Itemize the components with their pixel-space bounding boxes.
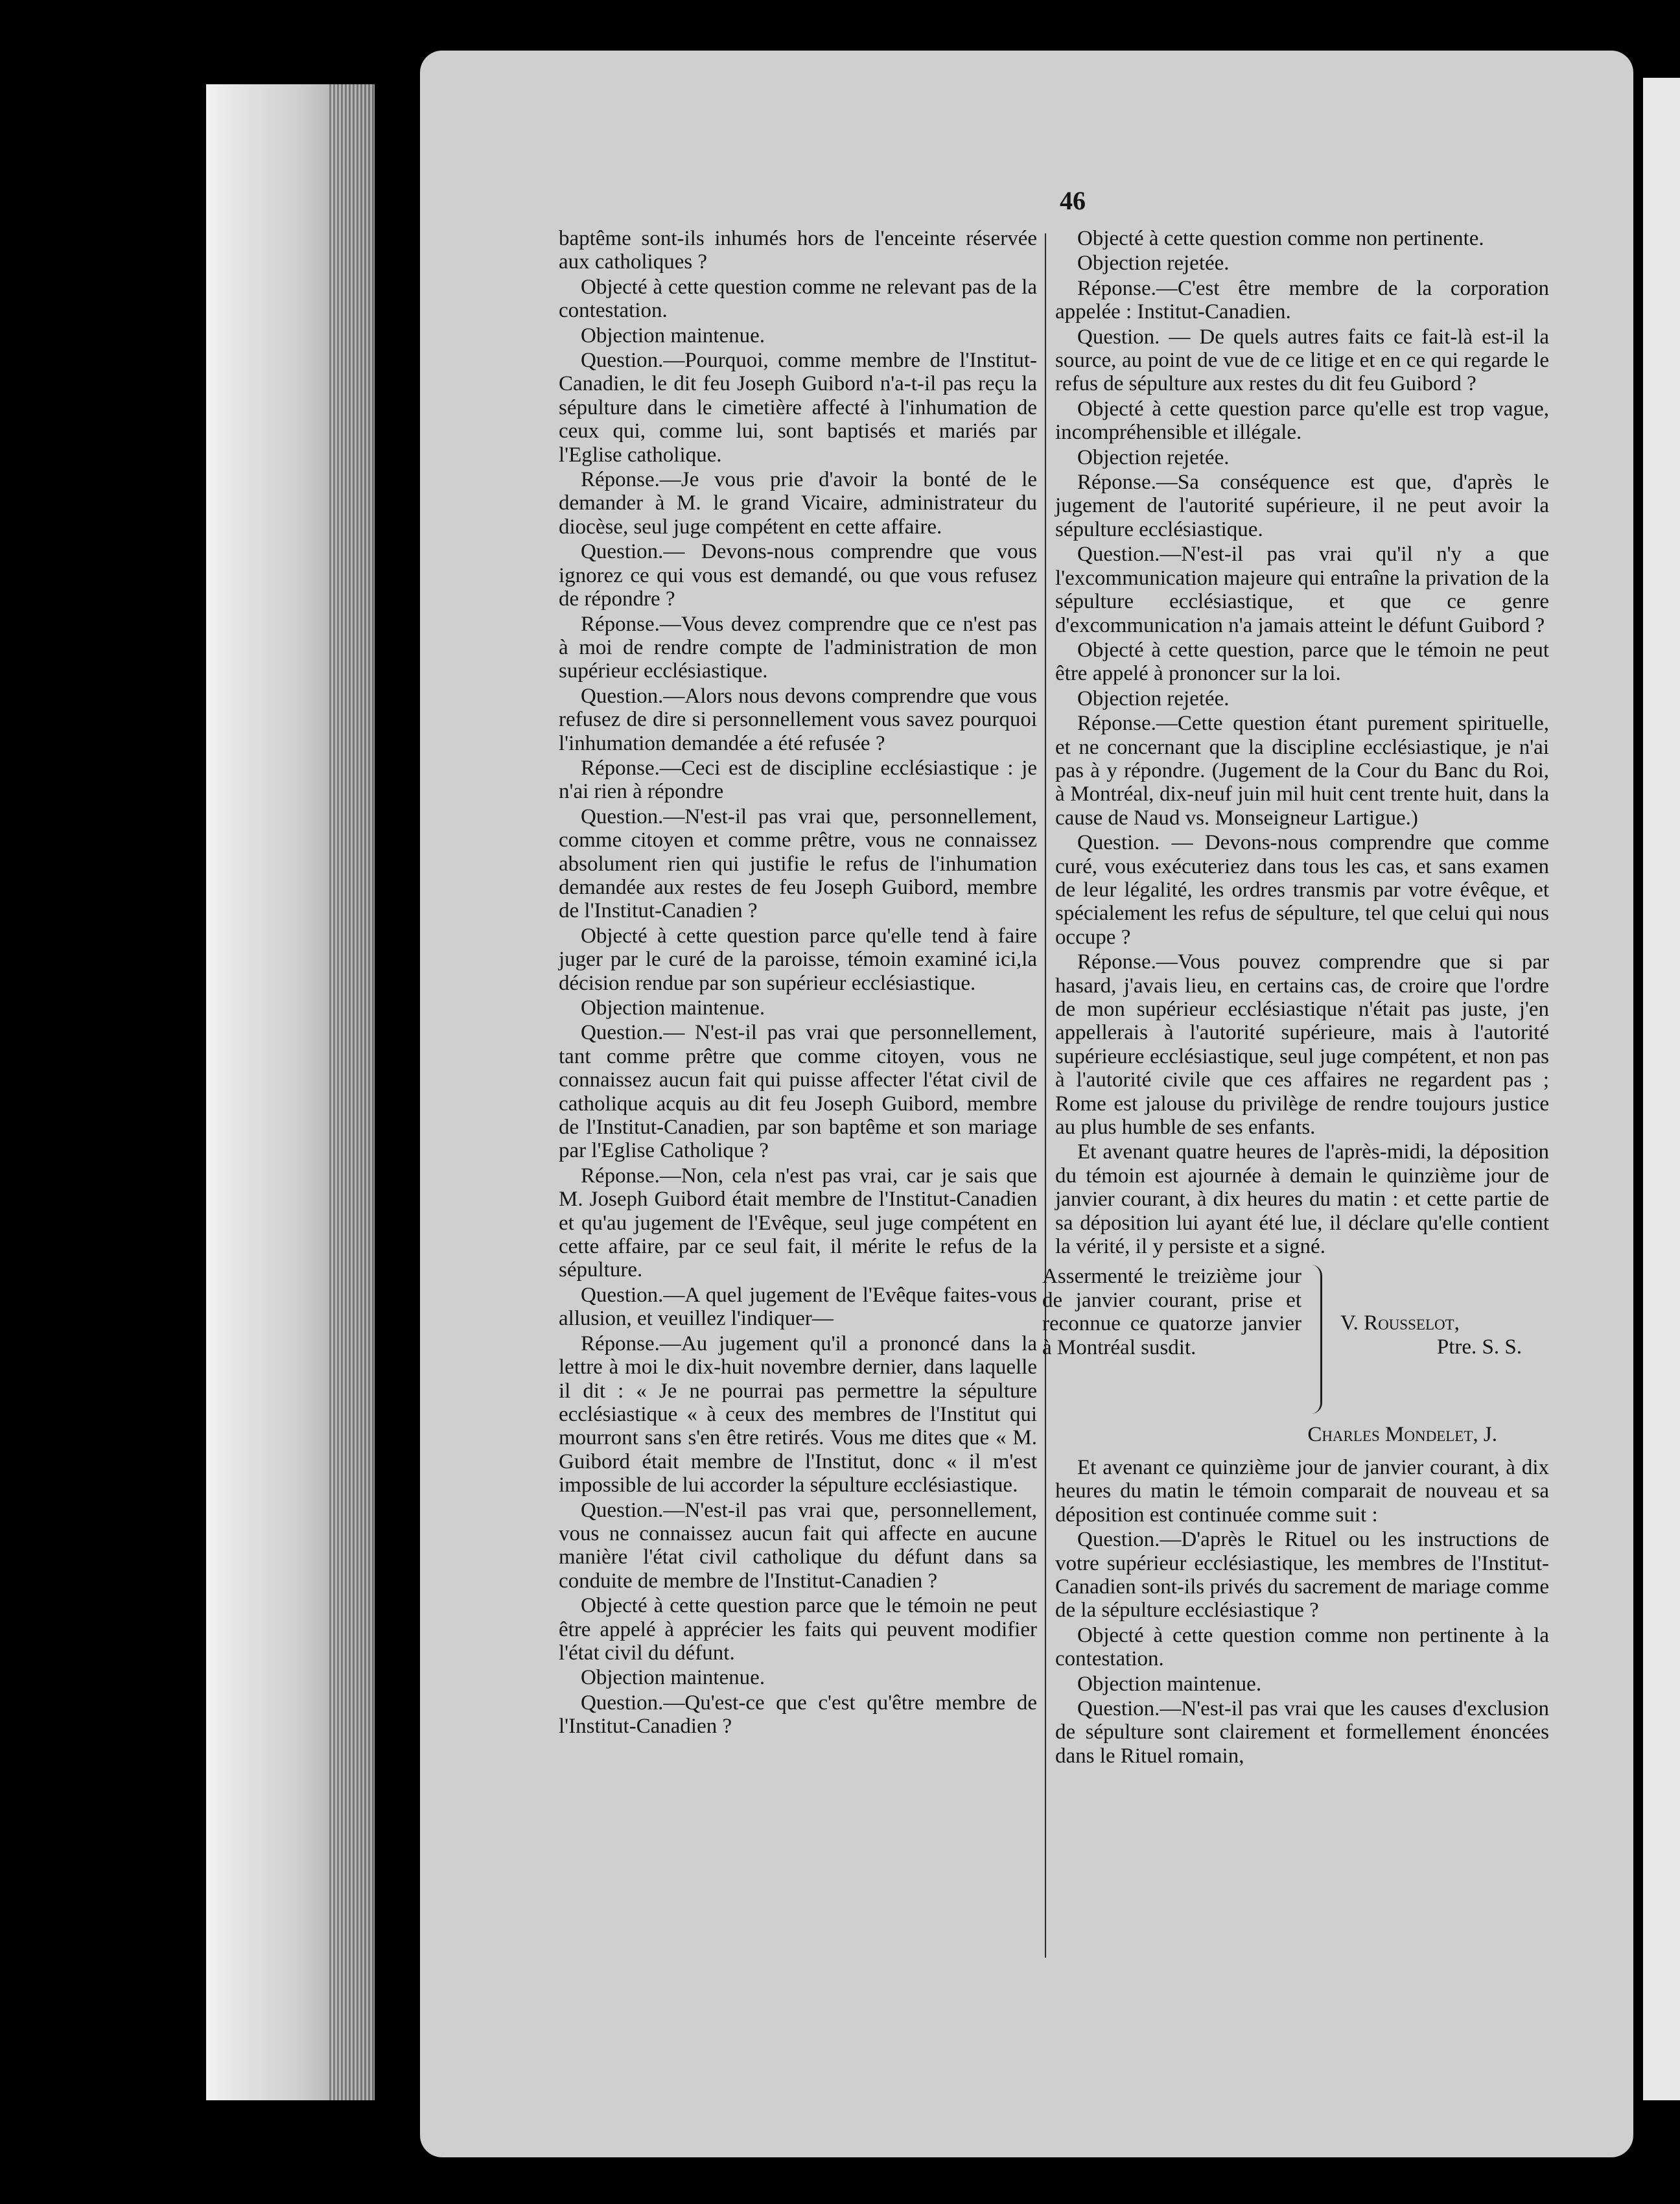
signature-name: V. Rousselot, — [1340, 1311, 1460, 1335]
paragraph: Objection rejetée. — [1077, 252, 1230, 276]
right-column — [1042, 227, 1549, 1769]
paragraph: Question.—D'après le Rituel ou les instructions de votre supérieur ecclésiastique, les membres de l'Institut-Canadien sont-ils privés du sacrement de mariage comme de la sépulture ecclésiastique ? — [1055, 1528, 1549, 1623]
paragraph: Réponse.—Je vous prie d'avoir la bonté de le demander à M. le grand Vicaire, administrateur du diocèse, seul juge compétent en cette affaire. — [559, 468, 1037, 539]
judge-signature: Charles Mondelet, J. — [1307, 1423, 1497, 1447]
paragraph: Objection maintenue. — [581, 323, 765, 347]
paragraph: Question.—A quel jugement de l'Evêque faites-vous allusion, et veuillez l'indiquer— — [559, 1283, 1037, 1331]
page-number: 46 — [1060, 186, 1086, 215]
paragraph: Objection rejetée. — [1077, 445, 1230, 469]
paragraph: Question.—N'est-il pas vrai que, personnellement, comme citoyen et comme prêtre, vous ne connaissez absolument rien qui justifie le refus de l'inhumation demandée aux restes de feu Joseph Guibord, membre de l'Institut-Canadien ? — [559, 804, 1037, 923]
curly-brace-icon — [1311, 1265, 1322, 1414]
paragraph: Question.— Devons-nous comprendre que vous ignorez ce qui vous est demandé, ou que vous refusez de répondre ? — [559, 540, 1037, 611]
paragraph: Réponse.—Non, cela n'est pas vrai, car je sais que M. Joseph Guibord était membre de l'Institut-Canadien et qu'au jugement de l'Evêque, seul juge compétent en cette affaire, par ce seul fait, il mérite le refus de la sépulture. — [559, 1164, 1037, 1282]
paragraph: Question.—N'est-il pas vrai que, personnellement, vous ne connaissez aucun fait qui affecte en aucune manière l'état civil catholique du défunt dans sa conduite de membre de l'Institut-Canadien ? — [559, 1498, 1037, 1593]
paragraph: Réponse.—Ceci est de discipline ecclésiastique : je n'ai rien à répondre — [559, 756, 1037, 804]
paragraph: Question.—Alors nous devons comprendre que vous refusez de dire si personnellement vous savez pourquoi l'inhumation demandée a été refusée ? — [559, 684, 1037, 755]
paragraph: Objection maintenue. — [581, 1666, 765, 1690]
paragraph: Réponse.—Sa conséquence est que, d'après le jugement de l'autorité supérieure, il ne peut avoir la sépulture ecclésiastique. — [1055, 471, 1549, 541]
paragraph: Question.—Pourquoi, comme membre de l'Institut-Canadien, le dit feu Joseph Guibord n'a-t-il pas reçu la sépulture dans le cimetière affecté à l'inhumation de ceux qui, comme lui, sont baptisés et mariés par l'Eglise catholique. — [559, 349, 1037, 467]
signature-title: Ptre. S. S. — [1436, 1335, 1522, 1359]
oath-block — [1042, 1265, 1549, 1420]
paragraph: baptême sont-ils inhumés hors de l'enceinte réservée aux catholiques ? — [559, 227, 1037, 274]
paragraph: Objecté à cette question comme non pertinente à la contestation. — [1055, 1623, 1549, 1671]
paragraph: Question.— N'est-il pas vrai que personnellement, tant comme prêtre que comme citoyen, vous ne connaissez aucun fait qui puisse affecter l'état civil de catholique acquis au dit feu Joseph Guibord, membre de l'Institut-Canadien, par son baptême et son mariage par l'Eglise Catholique ? — [559, 1021, 1037, 1163]
paragraph: Question.—N'est-il pas vrai que les causes d'exclusion de sépulture sont clairement et formellement énoncées dans le Rituel romain, — [1055, 1696, 1549, 1768]
paragraph: Question.—Qu'est-ce que c'est qu'être membre de l'Institut-Canadien ? — [559, 1691, 1037, 1739]
paragraph: Objection maintenue. — [1077, 1672, 1262, 1696]
paragraph: Question.—N'est-il pas vrai qu'il n'y a que l'excommunication majeure qui entraîne la privation de la sépulture ecclésiastique, et que ce genre d'excommunication n'a jamais atteint le défunt Guibord ? — [1055, 543, 1549, 637]
paragraph: Objecté à cette question parce que le témoin ne peut être appelé à apprécier les faits qui peuvent modifier l'état civil du défunt. — [559, 1594, 1037, 1665]
paragraph: Réponse.—Vous devez comprendre que ce n'est pas à moi de rendre compte de l'administration de mon supérieur ecclésiastique. — [559, 612, 1037, 683]
paragraph: Objecté à cette question parce qu'elle tend à faire juger par le curé de la paroisse, témoin examiné ici,la décision rendue par son supérieur ecclésiastique. — [559, 924, 1037, 995]
witness-signature — [1340, 1311, 1548, 1359]
paragraph: Réponse.—C'est être membre de la corporation appelée : Institut-Canadien. — [1055, 276, 1549, 324]
paragraph: Objecté à cette question parce qu'elle est trop vague, incompréhensible et illégale. — [1055, 397, 1549, 445]
paragraph: Objecté à cette question comme non pertinente. — [1077, 227, 1484, 250]
paragraph: Réponse.—Vous pouvez comprendre que si par hasard, j'avais lieu, en certains cas, de croire que l'ordre de mon supérieur ecclésiastique n'était pas juste, j'en appellerais à l'autorité supérieure, mais à l'autorité supérieure ecclésiastique, seul juge compétent, et non pas à l'autorité civile que ces affaires ne regardent pas ; Rome est jalouse du privilège de rendre toujours justice au plus humble de ses enfants. — [1055, 950, 1549, 1140]
paragraph: Objection maintenue. — [581, 996, 765, 1020]
left-column — [559, 227, 1037, 1740]
paragraph: Question. — De quels autres faits ce fait-là est-il la source, au point de vue de ce litige et en ce qui regarde le refus de sépulture aux restes du dit feu Guibord ? — [1055, 325, 1549, 396]
paragraph: Question. — Devons-nous comprendre que comme curé, vous exécuteriez dans tous les cas, et sans examen de leur légalité, les ordres transmis par votre évêque, et spécialement les refus de sépulture, tel que celui qui nous occupe ? — [1055, 831, 1549, 949]
column-divider — [1045, 233, 1046, 1958]
paragraph: Et avenant quatre heures de l'après-midi, la déposition du témoin est ajournée à demain le quinzième jour de janvier courant, à dix heures du matin : et cette partie de sa déposition lui ayant été lue, il déclare qu'elle contient la vérité, il y persiste et a signé. — [1055, 1140, 1549, 1259]
paragraph: Objecté à cette question, parce que le témoin ne peut être appelé à prononcer sur la loi. — [1055, 638, 1549, 686]
oath-text: Assermenté le treizième jour de janvier courant, prise et reconnue ce quatorze janvier à Montréal susdit. — [1042, 1265, 1301, 1359]
book-page-edges — [206, 84, 375, 2100]
paragraph: Objection rejetée. — [1077, 686, 1230, 710]
next-page-edge — [1643, 78, 1680, 2100]
paragraph: Réponse.—Cette question étant purement spirituelle, et ne concernant que la discipline ecclésiastique, je n'ai pas à y répondre. (Jugement de la Cour du Banc du Roi, à Montréal, dix-neuf juin mil huit cent trente huit, dans la cause de Naud vs. Monseigneur Lartigue.) — [1055, 712, 1549, 830]
paragraph: Et avenant ce quinzième jour de janvier courant, à dix heures du matin le témoin comparait de nouveau et sa déposition est continuée comme suit : — [1055, 1455, 1549, 1527]
paragraph: Objecté à cette question comme ne relevant pas de la contestation. — [559, 275, 1037, 323]
paragraph: Réponse.—Au jugement qu'il a prononcé dans la lettre à moi le dix-huit novembre dernier, dans laquelle il dit : « Je ne pourrai pas permettre la sépulture ecclésiastique « à ceux des membres de l'Institut qui mourront sans s'en être retirés. Vous me dites que « M. Guibord était membre de l'Institut, donc « il m'est impossible de lui accorder la sépulture ecclésiastique. — [559, 1331, 1037, 1497]
